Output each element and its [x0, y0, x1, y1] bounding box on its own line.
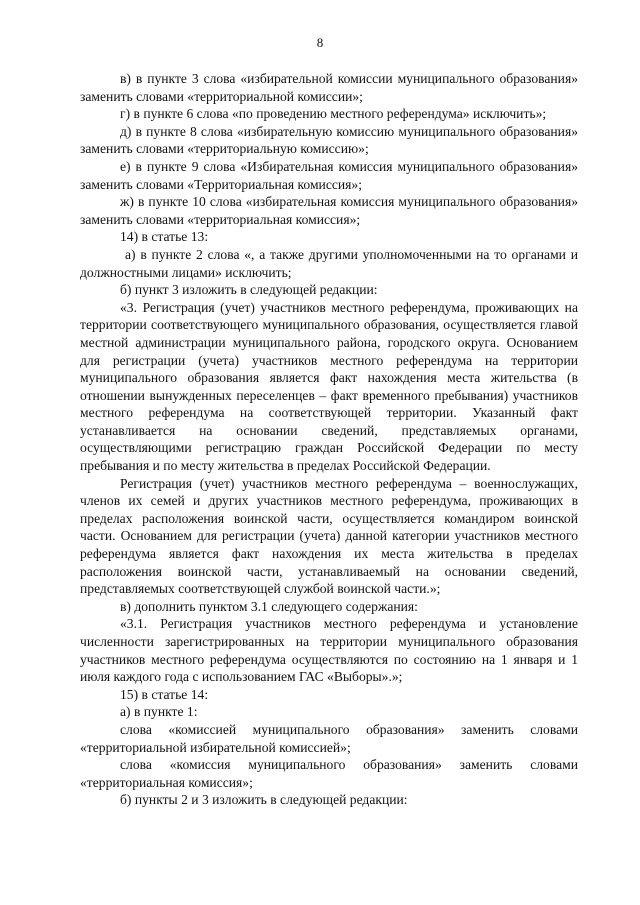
- paragraph: б) пункт 3 изложить в следующей редакции:: [120, 282, 378, 298]
- paragraph: б) пункты 2 и 3 изложить в следующей редакции:: [120, 792, 408, 808]
- paragraph: г) в пункте 6 слова «по проведению местного референдума» исключить»;: [120, 106, 547, 122]
- paragraph: «3.1. Регистрация участников местного референдума и установление численности зарегистрированных на территории муниципального образования участников местного референдума осуществляются по состоянию на 1 января и 1 июля каждого года с использованием ГАС «Выборы».»;: [80, 616, 578, 685]
- page-number: 8: [316, 35, 324, 50]
- paragraph: а) в пункте 2 слова «, а также другими уполномоченными на то органами и должностными лицами» исключить;: [80, 246, 578, 280]
- paragraph: ж) в пункте 10 слова «избирательная комиссия муниципального образования» заменить словами «территориальная комиссия»;: [80, 194, 578, 227]
- paragraph: слова «комиссией муниципального образования» заменить словами «территориальной избирательной комиссией»;: [80, 721, 578, 755]
- paragraph: в) дополнить пунктом 3.1 следующего содержания:: [120, 598, 418, 614]
- paragraph: а) в пункте 1:: [120, 704, 198, 720]
- paragraph: д) в пункте 8 слова «избирательную комиссию муниципального образования» заменить словами «территориальную комиссию»;: [80, 123, 578, 157]
- paragraph: е) в пункте 9 слова «Избирательная комиссия муниципального образования» заменить словами «Территориальная комиссия»;: [80, 158, 578, 192]
- paragraph: 15) в статье 14:: [120, 686, 209, 702]
- paragraph: «3. Регистрация (учет) участников местного референдума, проживающих на территории соответствующего муниципального образования, осуществляется главой местной администрации муниципального района, городского округа. Основанием для регистрации (учета) участников местного референдума на территории муниципального образования является факт нахождения места жительства (в отношении вынужденных переселенцев – факт временного пребывания) участников местного референдума на соответствующей территории. Указанный факт устанавливается на основании сведений, представляемых органами, осуществляющими регистрацию граждан Российской Федерации по месту пребывания и по месту жительства в пределах Российской Федерации.: [80, 299, 578, 474]
- paragraph: Регистрация (учет) участников местного референдума – военнослужащих, членов их семей и других участников местного референдума, проживающих в пределах расположения воинской части, осуществляется командиром воинской части. Основанием для регистрации (учета) данной категории участников местного референдума является факт нахождения их места жительства в пределах расположения воинской части, устанавливаемый на основании сведений, представляемых соответствующей службой воинской части.»;: [80, 475, 578, 597]
- paragraph: в) в пункте 3 слова «избирательной комиссии муниципального образования» заменить словами «территориальной комиссии»;: [80, 71, 578, 104]
- document-body: [80, 70, 578, 809]
- paragraph: слова «комиссия муниципального образования» заменить словами «территориальная комиссия»;: [80, 757, 578, 790]
- paragraph: 14) в статье 13:: [120, 229, 209, 245]
